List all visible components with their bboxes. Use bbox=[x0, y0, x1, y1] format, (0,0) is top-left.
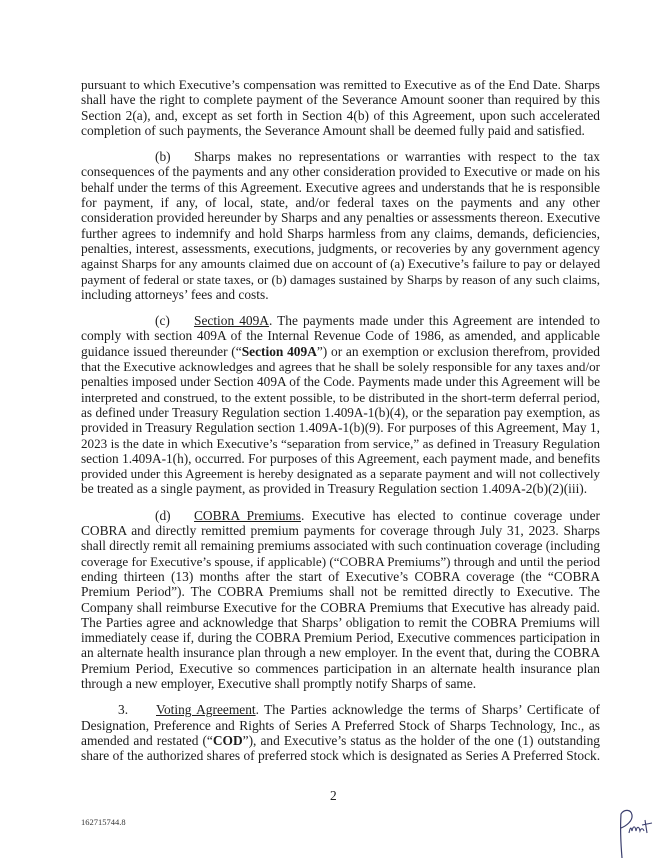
paragraph bbox=[81, 149, 600, 302]
text-line: for payment, if any, of local, state, and/or federal taxes on the payments and any other bbox=[81, 195, 600, 211]
text-line: completion of such payments, the Severance Amount shall be deemed fully paid and satisfied. bbox=[81, 122, 585, 138]
text-segment: . The Parties acknowledge the terms of Sharps’ Certificate of bbox=[255, 702, 600, 718]
text-line: coverage for Executive’s spouse, if applicable) (“COBRA Premiums”) through and until the period bbox=[81, 553, 600, 569]
text-line: as defined under Treasury Regulation section 1.409A-1(b)(4), or the separation pay exemption, as bbox=[81, 404, 600, 420]
text-line: share of the authorized shares of preferred stock which is designated as Series A Preferred Stock. bbox=[81, 748, 601, 764]
text-line bbox=[81, 702, 600, 717]
text-line: shall have the right to complete payment of the Severance Amount sooner than required by this bbox=[81, 92, 600, 108]
text-line: provided under this Agreement is hereby designated as a separate payment and will not collectively bbox=[81, 466, 600, 482]
text-segment: . Executive has elected to continue coverage under bbox=[301, 507, 600, 523]
paragraph bbox=[81, 77, 600, 138]
text-line: Section 2(a), and, except as set forth in Section 4(b) of this Agreement, upon such accelerated bbox=[81, 107, 600, 123]
text-line: Premium Period”). The COBRA Premiums shall not be remitted directly to Executive. The bbox=[81, 584, 600, 600]
text-segment: ”) or an exemption or exclusion therefrom, provided bbox=[316, 343, 600, 359]
text-line: through a new employer, Executive shall promptly notify Sharps of same. bbox=[81, 675, 477, 691]
section-heading: COBRA Premiums bbox=[194, 507, 301, 523]
text-line: be treated as a single payment, as provided in Treasury Regulation section 1.409A-2(b)(2)(iii). bbox=[81, 481, 588, 497]
paragraph-label: (b) bbox=[155, 149, 171, 165]
text-segment: amended and restated (“ bbox=[81, 732, 213, 748]
text-line: COBRA and directly remitted premium payments for coverage through July 31, 2023. Sharps bbox=[81, 523, 600, 539]
text-line: including attorneys’ fees and costs. bbox=[81, 286, 269, 302]
page-number: 2 bbox=[330, 788, 337, 803]
text-line: penalties imposed under Section 409A of the Code. Payments made under this Agreement will be bbox=[81, 374, 600, 390]
paragraph bbox=[81, 508, 600, 692]
text-line: behalf under the terms of this Agreement. Executive agrees and understands that he is responsible bbox=[81, 179, 600, 195]
document-body bbox=[81, 77, 600, 763]
signature-stroke bbox=[629, 827, 644, 833]
paragraph bbox=[81, 313, 600, 497]
text-segment: ”), and Executive’s status as the holder of the one (1) outstanding bbox=[242, 732, 600, 748]
text-line: comply with section 409A of the Internal Revenue Code of 1986, as amended, and applicable bbox=[81, 328, 600, 344]
text-line: Company shall reimburse Executive for the COBRA Premiums that Executive has already paid. bbox=[81, 599, 600, 615]
paragraph-label: (c) bbox=[155, 313, 170, 329]
text-line: pursuant to which Executive’s compensation was remitted to Executive as of the End Date. Sharps bbox=[81, 77, 600, 92]
text-line: ending thirteen (13) months after the start of Executive’s COBRA coverage (the “COBRA bbox=[81, 568, 600, 584]
text-line: an alternate health insurance plan through a new employer. In the event that, during the COBRA bbox=[81, 645, 600, 661]
text-segment: . The payments made under this Agreement are intended to bbox=[268, 313, 600, 329]
paragraph bbox=[81, 702, 600, 763]
document-id: 162715744.8 bbox=[81, 817, 126, 827]
text-line: Premium Period, Executive so commences participation in an alternate health insurance plan bbox=[81, 660, 600, 676]
text-line: The Parties agree and acknowledge that Sharps’ obligation to remit the COBRA Premiums will bbox=[81, 614, 600, 630]
paragraph-label: 3. bbox=[118, 702, 129, 718]
text-line: payment of federal or state taxes, or (b) damages sustained by Sharps by reason of any such claims, bbox=[81, 271, 600, 287]
defined-term: COD bbox=[212, 732, 243, 748]
text-line bbox=[81, 344, 600, 359]
defined-term: Section 409A bbox=[241, 343, 317, 359]
text-line: penalties, interest, assessments, executions, judgments, or recoveries by any government agency bbox=[81, 240, 600, 256]
initials-signature bbox=[612, 806, 656, 862]
text-line: against Sharps for any amounts claimed due on account of (a) Executive’s failure to pay or delayed bbox=[81, 256, 601, 272]
text-line: that the Executive acknowledges and agrees that he shall be solely responsible for any taxes and/or bbox=[81, 359, 600, 375]
text-line: further agrees to indemnify and hold Sharps harmless from any claims, demands, deficiencies, bbox=[81, 225, 600, 241]
text-segment: guidance issued thereunder (“ bbox=[81, 343, 242, 359]
text-line: consideration provided hereunder by Sharps and any penalties or assessments thereon. Executive bbox=[81, 210, 601, 226]
text-line bbox=[81, 733, 600, 748]
text-line: shall directly remit all remaining premiums associated with such continuation coverage (including bbox=[81, 538, 600, 554]
signature-stroke bbox=[621, 810, 633, 858]
text-line: section 1.409A-1(h), occurred. For purposes of this Agreement, each payment made, and benefits bbox=[81, 450, 600, 466]
text-line: Sharps makes no representations or warranties with respect to the tax bbox=[194, 149, 600, 165]
text-line: 2023 is the date in which Executive’s “separation from service,” as defined in Treasury Regulation bbox=[81, 435, 600, 451]
text-line: consequences of the payments and any other consideration provided to Executive or made on his bbox=[81, 164, 600, 180]
section-heading: Section 409A bbox=[194, 313, 269, 329]
text-line: immediately cease if, during the COBRA Premium Period, Executive commences participation in bbox=[81, 630, 600, 646]
paragraph-label: (d) bbox=[155, 507, 171, 523]
text-line: Designation, Preference and Rights of Series A Preferred Stock of Sharps Technology, Inc., as bbox=[81, 717, 600, 733]
text-line: interpreted and construed, to the extent possible, to be distributed in the short-term deferral period, bbox=[81, 389, 600, 405]
text-line: provided in Treasury Regulation section 1.409A-1(b)(9). For purposes of this Agreement, May 1, bbox=[81, 420, 600, 436]
section-heading: Voting Agreement bbox=[156, 702, 256, 718]
